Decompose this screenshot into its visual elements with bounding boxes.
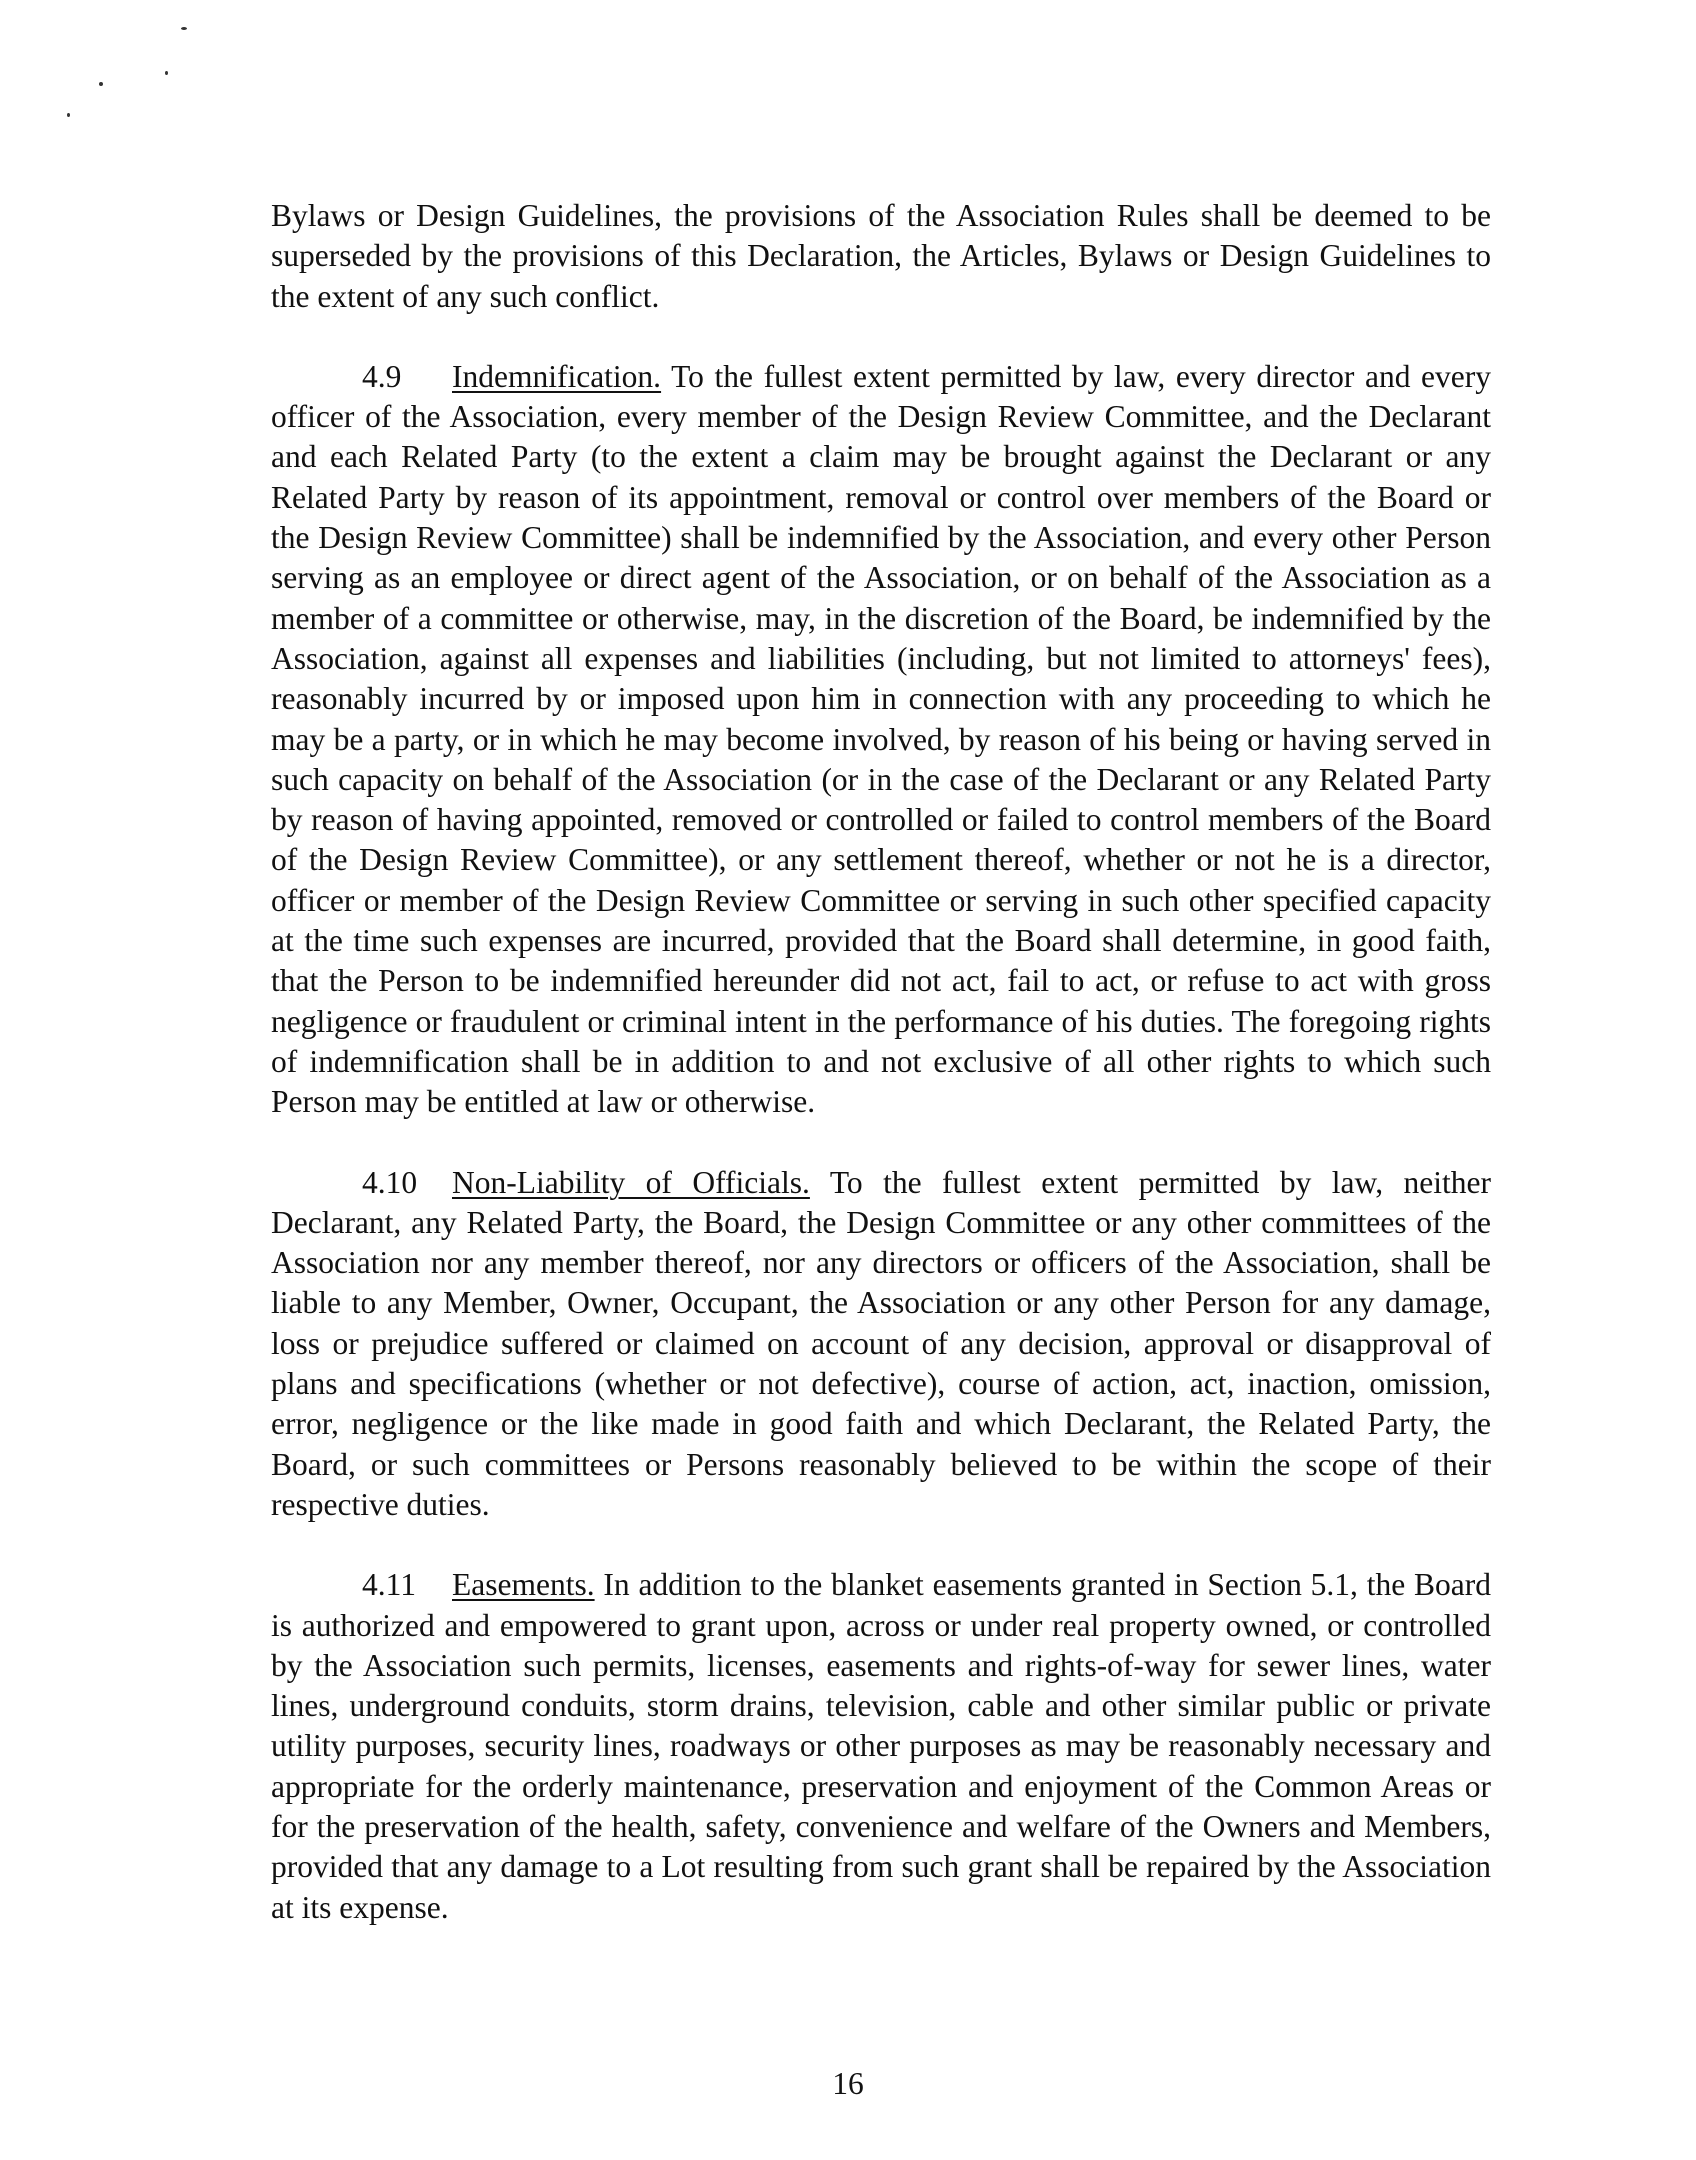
section-4-9 [271, 357, 1491, 1123]
continuation-paragraph: Bylaws or Design Guidelines, the provisions of the Association Rules shall be deemed to be superseded by the provisions of this Declaration, the Articles, Bylaws or Design Guidelines to the extent of any such conflict. [271, 198, 1491, 314]
document-body [271, 196, 1491, 1968]
section-text: In addition to the blanket easements granted in Section 5.1, the Board is authorized and empowered to grant upon, across or under real property owned, or controlled by the Association such permits, licenses, easements and rights-of-way for sewer lines, water lines, underground conduits, storm drains, television, cable and other similar public or private utility purposes, security lines, roadways or other purposes as may be reasonably necessary and appropriate for the orderly maintenance, preservation and enjoyment of the Common Areas or for the preservation of the health, safety, convenience and welfare of the Owners and Members, provided that any damage to a Lot resulting from such grant shall be repaired by the Association at its expense. [271, 1567, 1492, 1925]
section-title: Easements. [452, 1567, 595, 1603]
section-number: 4.11 [362, 1567, 416, 1603]
scan-speck [181, 27, 187, 30]
section-text: To the fullest extent permitted by law, every director and every officer of the Association, every member of the Design Review Committee, and the Declarant and each Related Party (to the extent a claim may be brought against the Declarant or any Related Party by reason of its appointment, removal or control over members of the Board or the Design Review Committee) shall be indemnified by the Association, and every other Person serving as an employee or direct agent of the Association, or on behalf of the Association as a member of a committee or otherwise, may, in the discretion of the Board, be indemnified by the Association, against all expenses and liabilities (including, but not limited to attorneys' fees), reasonably incurred by or imposed upon him in connection with any proceeding to which he may be a party, or in which he may become involved, by reason of his being or having served in such capacity on behalf of the Association (or in the case of the Declarant or any Related Party by reason of having appointed, removed or controlled or failed to control members of the Board of the Design Review Committee), or any settlement thereof, whether or not he is a director, officer or member of the Design Review Committee or serving in such other specified capacity at the time such expenses are incurred, provided that the Board shall determine, in good faith, that the Person to be indemnified hereunder did not act, fail to act, or refuse to act with gross negligence or fraudulent or criminal intent in the performance of his duties. The foregoing rights of indemnification shall be in addition to and not exclusive of all other rights to which such Person may be entitled at law or otherwise. [271, 358, 1492, 1120]
section-4-10 [271, 1163, 1491, 1526]
section-number: 4.10 [362, 1164, 418, 1200]
scan-speck [165, 71, 168, 75]
section-text: To the fullest extent permitted by law, neither Declarant, any Related Party, the Board, the Design Committee or any other committees of the Association nor any member thereof, nor any directors or officers of the Association, shall be liable to any Member, Owner, Occupant, the Association or any other Person for any damage, loss or prejudice suffered or claimed on account of any decision, approval or disapproval of plans and specifications (whether or not defective), course of action, act, inaction, omission, error, negligence or the like made in good faith and which Declarant, the Related Party, the Board, or such committees or Persons reasonably believed to be within the scope of their respective duties. [271, 1164, 1492, 1522]
section-number: 4.9 [362, 358, 402, 394]
section-title: Indemnification. [452, 358, 662, 394]
section-title: Non-Liability of Officials. [452, 1164, 810, 1200]
scan-speck [99, 82, 103, 86]
page-number: 16 [832, 2066, 864, 2101]
section-4-11 [271, 1565, 1491, 1928]
scan-speck [67, 113, 70, 117]
